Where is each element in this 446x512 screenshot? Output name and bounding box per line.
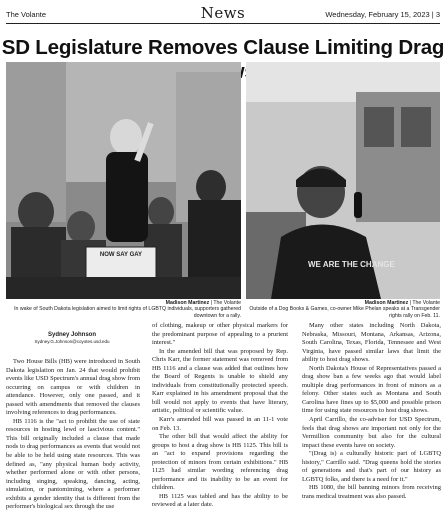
- photo1-credit: Madison Martinez: [165, 300, 210, 306]
- masthead: [6, 4, 440, 22]
- photo2-credit: Madison Martinez: [364, 300, 409, 306]
- article-column-2: [152, 322, 288, 510]
- headline: SD Legislature Removes Clause Limiting Drag: [1, 36, 445, 59]
- paragraph: HB 1080, the bill banning minors from receiving trans medical treatment was also passed.: [302, 484, 441, 500]
- paragraph: HB 1116 is the "act to prohibit the use of state resources in hosting lewd or lascivious content." This bill originally included a clause that made nods to drag performances as events that would not be able to be held using state resources. This was defined as, "any physical human body activity, whether performed alone or with other persons, including singing, speaking, dancing, acting, simulation, or pantomiming, where a performer exhibits a gender identity that is different from the performer's biological sex through the use: [6, 417, 140, 511]
- paragraph: of clothing, makeup or other physical markers for the predominant purpose of appealing to a prurient interest.": [152, 322, 288, 347]
- paragraph: Many other states including North Dakota, Nebraska, Missouri, Montana, Arkansas, Arizona, South Carolina, Texas, Florida, Tennessee and West Virginia, have passed similar laws that limit the ability to host drag shows.: [302, 322, 441, 364]
- photo1-caption: Madison Martinez | The Volante In wake of South Dakota legislation aimed to limit rights of LGBTQ individuals, supporters gathered downtown for a rally.: [6, 300, 241, 319]
- paragraph: The other bill that would affect the ability for groups to host a drag show is HB 1125. This bill is an "act to expand provisions regarding the protection of minors from certain exhibitions." HB 1125 had similar wording referencing drag performance and its inability to be an event for children.: [152, 433, 288, 492]
- paragraph: Karr's amended bill was passed in an 11-1 vote on Feb. 13.: [152, 416, 288, 432]
- article-column-1: [6, 358, 140, 511]
- paragraph: April Carrillo, the co-adviser for USD Spectrum, feels that drag shows are important not only for the Vermillion community but also for the cultural impact these events have on society.: [302, 416, 441, 449]
- byline: [6, 332, 138, 344]
- shirt-text: WE ARE THE CHANGE: [308, 260, 395, 269]
- masthead-rule: [6, 23, 440, 24]
- article-column-3: [302, 322, 441, 501]
- photo1-publication: The Volante: [213, 300, 241, 306]
- author-name: Sydney Johnson: [47, 332, 96, 338]
- paragraph: HB 1125 was tabled and has the ability to be reviewed at a later date.: [152, 492, 288, 509]
- paragraph: In the amended bill that was proposed by Rep. Chris Karr, the former statement was removed from HB 1116 and a clause was added that outlines how the Board of Regents is unable to shield any individuals from constitutionally protected speech. Karr explained in his amendment proposal that the bill would not apply to events that have literary, artistic, political or scientific value.: [152, 347, 288, 415]
- photo2-caption: Madison Martinez | The Volante Outside of a Dog Books & Games, co-owner Mike Phelan speaks at a Transgender rights rally on Feb. 11.: [246, 300, 440, 319]
- paper-name: The Volante: [6, 10, 47, 19]
- paragraph: Two House Bills (HB) were introduced in South Dakota legislation on Jan. 24 that would prohibit events like USD Spectrum's annual drag show from occurring on campus or with children in attendance. However, only one passed, and it passed with amendments that removed the clauses involving references to drag performances.: [6, 358, 140, 417]
- photo1-caption-text: In wake of South Dakota legislation aimed to limit rights of LGBTQ individuals, supporters gathered downtown for a rally.: [14, 306, 241, 319]
- author-email: Sydney.G.Johnson@coyotes.usd.edu: [34, 339, 110, 344]
- sign-text: NOW SAY GAY: [99, 252, 143, 258]
- photo2-caption-text: Outside of a Dog Books & Games, co-owner Mike Phelan speaks at a Transgender rights rally on Feb. 11.: [249, 306, 440, 319]
- date-page: Wednesday, February 15, 2023 | 3: [325, 10, 440, 19]
- rally-photo: [6, 62, 241, 299]
- photo2-publication: The Volante: [412, 300, 440, 306]
- section-title: News: [200, 4, 246, 22]
- speaker-photo: [246, 62, 440, 299]
- paragraph: North Dakota's House of Representatives passed a drag show ban a few weeks ago that would label multiple drag performances in front of minors as a felony. Other states such as Montana and South Carolina have fines up to $5,000 and possible prison time for using state resources to host drag shows.: [302, 364, 441, 415]
- paragraph: "(Drag is) a culturally historic part of LGBTQ history," Carrillo said. "Drag queens hold the stories of generations and that's part of our history as LGBTQ folks, and there is a need for it.": [302, 450, 441, 483]
